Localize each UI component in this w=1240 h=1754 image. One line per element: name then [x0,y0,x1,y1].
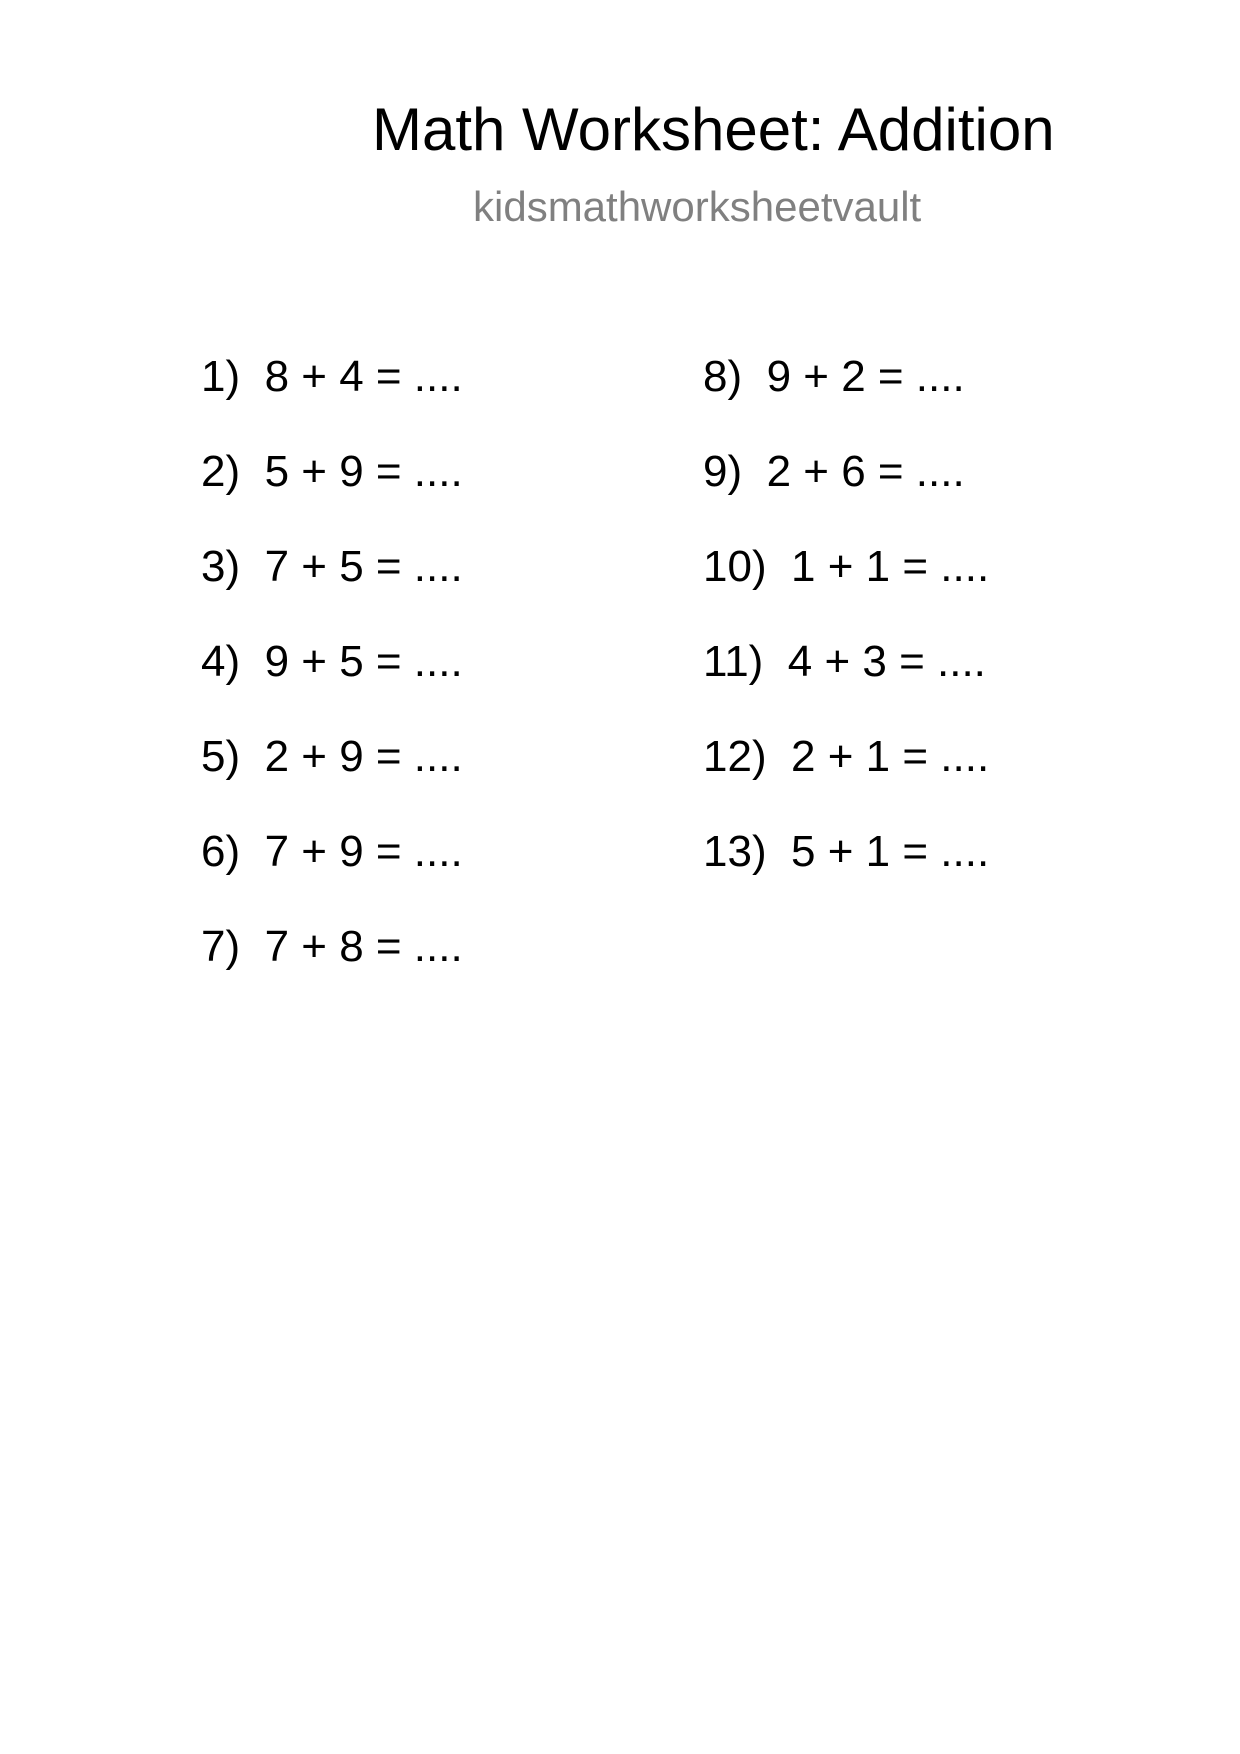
problem-item [201,922,463,1017]
problem-expression: 7 + 5 = .... [264,542,463,591]
problem-expression: 5 + 1 = .... [791,827,990,876]
problem-number: 11) [703,637,764,686]
problem-item [201,732,463,827]
problem-number: 7) [201,922,241,971]
problem-item [703,637,989,732]
problem-column-right [703,352,989,922]
problem-number: 13) [703,827,767,876]
problem-expression: 2 + 1 = .... [791,732,990,781]
problem-expression: 1 + 1 = .... [791,542,990,591]
page-subtitle: kidsmathworksheetvault [473,183,922,230]
problem-expression: 2 + 6 = .... [766,447,965,496]
problem-item [201,352,463,447]
problem-column-left [201,352,463,1017]
problem-item [703,542,989,637]
problem-number: 1) [201,352,241,401]
problem-expression: 8 + 4 = .... [264,352,463,401]
problem-number: 12) [703,732,767,781]
problem-item [703,447,989,542]
problem-expression: 7 + 9 = .... [264,827,463,876]
problem-item [703,827,989,922]
problem-expression: 2 + 9 = .... [264,732,463,781]
problem-number: 10) [703,542,767,591]
problem-number: 3) [201,542,241,591]
problem-number: 5) [201,732,241,781]
problem-item [201,637,463,732]
problem-item [201,827,463,922]
problem-expression: 9 + 5 = .... [264,637,463,686]
problem-number: 9) [703,447,743,496]
problem-item [703,352,989,447]
problem-number: 2) [201,447,241,496]
problem-expression: 9 + 2 = .... [766,352,965,401]
problem-expression: 7 + 8 = .... [264,922,463,971]
problem-item [703,732,989,827]
problem-item [201,542,463,637]
problem-expression: 5 + 9 = .... [264,447,463,496]
problem-number: 4) [201,637,241,686]
problem-item [201,447,463,542]
problem-number: 6) [201,827,241,876]
page-title: Math Worksheet: Addition [372,96,1055,163]
problem-expression: 4 + 3 = .... [787,637,986,686]
problem-number: 8) [703,352,743,401]
